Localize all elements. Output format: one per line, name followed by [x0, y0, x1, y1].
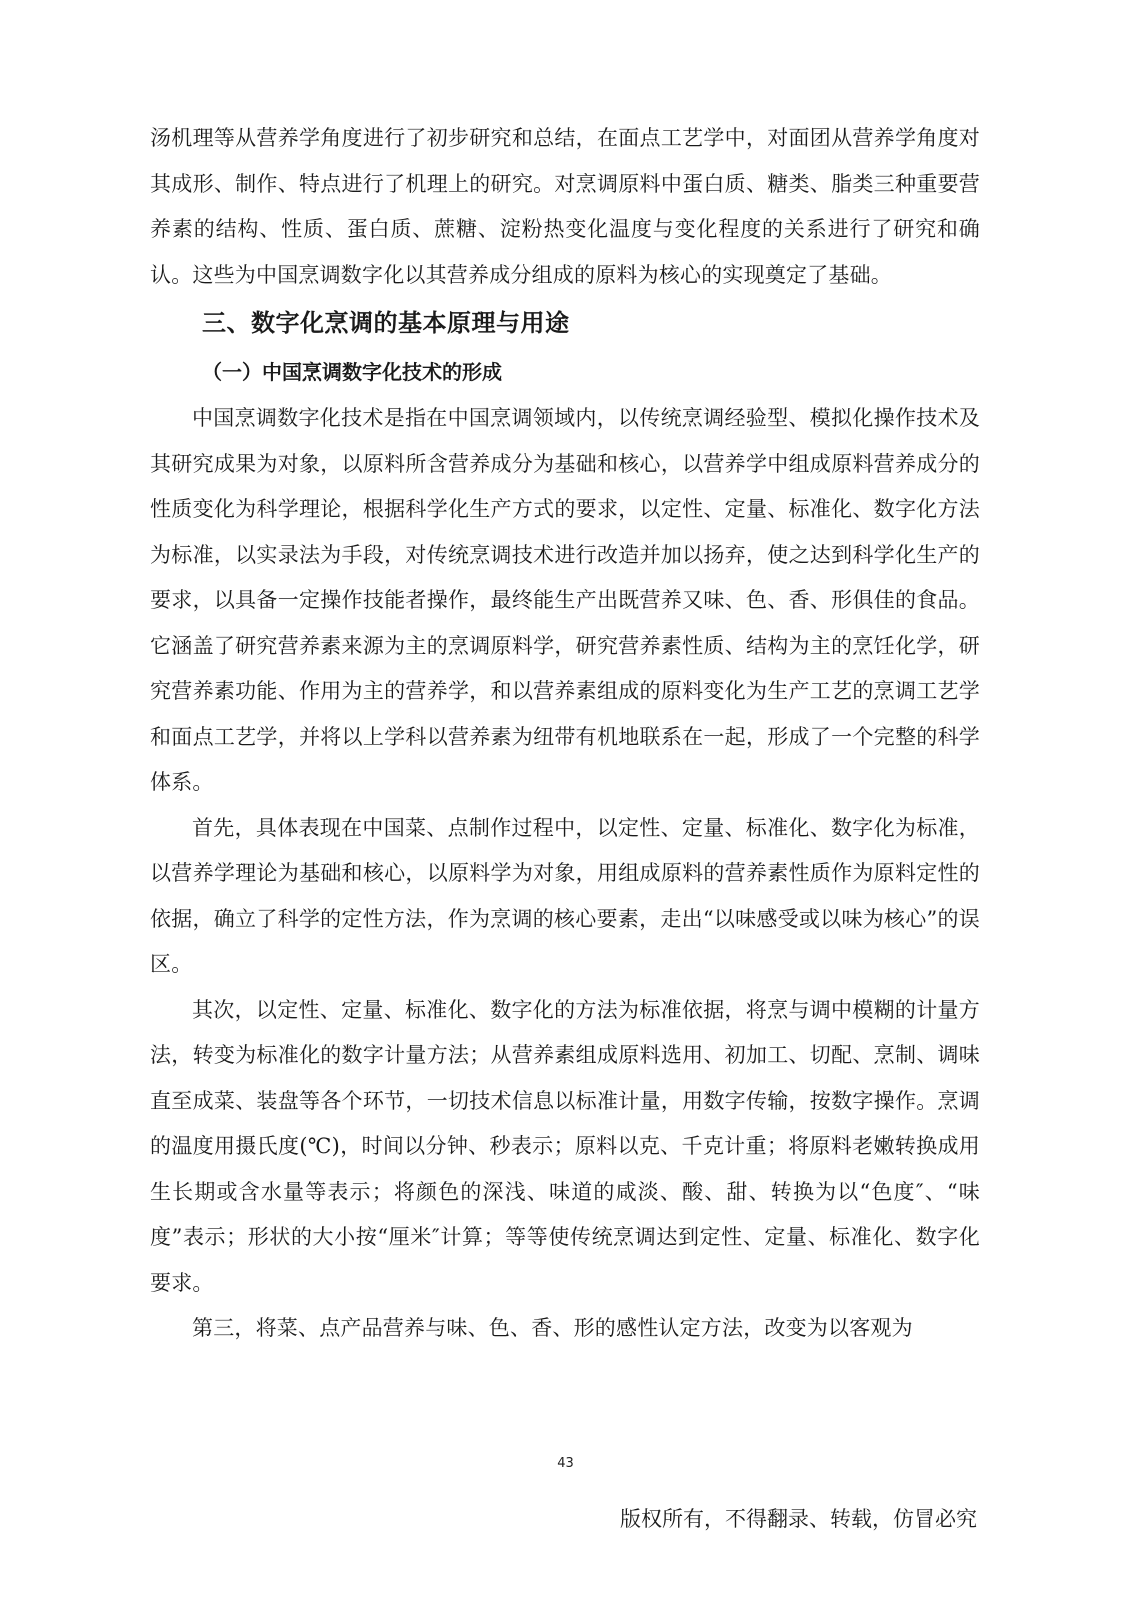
page-content: [150, 116, 980, 1352]
paragraph-continued: 汤机理等从营养学角度进行了初步研究和总结，在面点工艺学中，对面团从营养学角度对其成形、制作、特点进行了机理上的研究。对烹调原料中蛋白质、糖类、脂类三种重要营养素的结构、性质、蛋白质、蔗糖、淀粉热变化温度与变化程度的关系进行了研究和确认。这些为中国烹调数字化以其营养成分组成的原料为核心的实现奠定了基础。: [150, 126, 980, 287]
paragraph-third: 第三，将菜、点产品营养与味、色、香、形的感性认定方法，改变为以客观为: [192, 1316, 913, 1340]
page-number: 43: [557, 1456, 574, 1471]
paragraph-first: 首先，具体表现在中国菜、点制作过程中，以定性、定量、标准化、数字化为标准，以营养学理论为基础和核心，以原料学为对象，用组成原料的营养素性质作为原料定性的依据，确立了科学的定性方法，作为烹调的核心要素，走出“以味感受或以味为核心”的误区。: [150, 815, 980, 976]
sub-heading: （一）中国烹调数字化技术的形成: [202, 360, 502, 384]
copyright-notice: 版权所有，不得翻录、转载，仿冒必究: [620, 1507, 977, 1531]
section-heading: 三、数字化烹调的基本原理与用途: [202, 309, 570, 337]
paragraph-second: 其次，以定性、定量、标准化、数字化的方法为标准依据，将烹与调中模糊的计量方法，转变为标准化的数字计量方法；从营养素组成原料选用、初加工、切配、烹制、调味直至成菜、装盘等各个环节，一切技术信息以标准计量，用数字传输，按数字操作。烹调的温度用摄氏度(℃)，时间以分钟、秒表示；原料以克、千克计重；将原料老嫩转换成用生长期或含水量等表示；将颜色的深浅、味道的咸淡、酸、甜、转换为以“色度″、“味度”表示；形状的大小按“厘米″计算；等等使传统烹调达到定性、定量、标准化、数字化要求。: [150, 997, 980, 1295]
paragraph-definition: 中国烹调数字化技术是指在中国烹调领域内，以传统烹调经验型、模拟化操作技术及其研究成果为对象，以原料所含营养成分为基础和核心，以营养学中组成原料营养成分的性质变化为科学理论，根据科学化生产方式的要求，以定性、定量、标准化、数字化方法为标准，以实录法为手段，对传统烹调技术进行改造并加以扬弃，使之达到科学化生产的要求，以具备一定操作技能者操作，最终能生产出既营养又味、色、香、形俱佳的食品。它涵盖了研究营养素来源为主的烹调原料学，研究营养素性质、结构为主的烹饪化学，研究营养素功能、作用为主的营养学，和以营养素组成的原料变化为生产工艺的烹调工艺学和面点工艺学，并将以上学科以营养素为纽带有机地联系在一起，形成了一个完整的科学体系。: [150, 406, 980, 794]
